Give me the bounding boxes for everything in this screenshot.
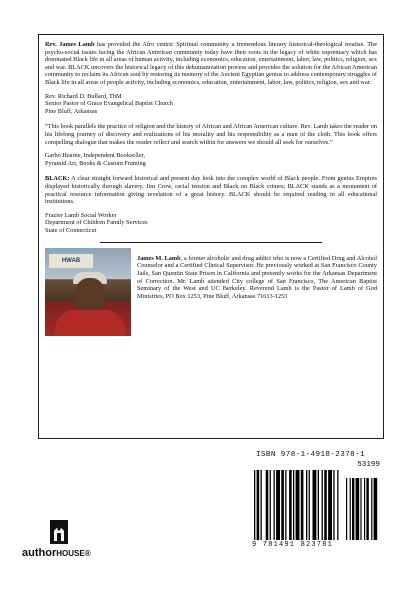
attribution-line: Frazier Lamb Social Worker	[45, 211, 117, 219]
attribution-line: Rev. Richard D. Bullard, ThM	[45, 92, 122, 100]
barcode-bars	[254, 470, 380, 540]
review-frazier-lead: BLACK:	[45, 175, 70, 183]
author-name: James M. Lamb	[137, 254, 181, 262]
review-frazier-text: BLACK: A clear straight forward historical and present day look into the complex world of Black people. From genius Empires displayed historically through slavery, Jim Crow, racial tension and Black on Black crimes; BLACK stands as a monument of practical resource information giving revelation of a great history. BLACK should be required reading in all educational institutions.	[45, 175, 377, 206]
price-code: 53199	[357, 461, 380, 469]
attribution-line: Pine Bluff, Arkansas	[45, 107, 98, 115]
attribution-line: Senior Pastor of Grace Evangelical Baptist Church	[45, 100, 174, 108]
section-divider	[100, 242, 322, 243]
barcode-digits: 9 781491 823781	[252, 541, 334, 549]
review-bullard-text: Rev. James Lamb has provided the Afro centric Spiritual community a tremendous literary historical-theological treatise. The psycho-social issues facing the African American community today have their roots in the legacy of white supremacy which has dominated Black life in all areas of human activity, including economics, education, entertainment, labor, law, politics, religion, sex and war. BLACK uncovers the historical legacy of this dehumanization process and provides the solution for the African American community to reclaim its African soul by restoring its memory of the Ancient Egyptian genius to address contemporary struggles of Black life in all areas of people activity, including economics, education, entertainment, labor, law, politics, religion, sex and war.	[45, 41, 377, 86]
isbn-label: ISBN 978-1-4918-2378-1	[256, 451, 366, 459]
publisher-name: authorHOUSE®	[22, 547, 91, 559]
attribution-line: State of Connecticut	[45, 226, 97, 234]
attribution-line: Garbo Hearne, Independent Bookseller,	[45, 152, 145, 160]
photo-sign: HWAB	[49, 254, 93, 268]
review-bullard-lead: Rev. James Lamb	[45, 41, 95, 48]
attribution-line: Department of Children Family Services	[45, 219, 148, 227]
review-hearne	[45, 123, 377, 167]
attribution-line: Pyramid Art, Books & Custom Framing	[45, 159, 146, 167]
author-photo	[45, 248, 131, 336]
back-cover-text-frame	[38, 34, 384, 439]
publisher-logo	[22, 519, 122, 567]
review-bullard	[45, 41, 377, 115]
isbn-barcode	[250, 451, 384, 559]
publisher-mark-icon	[46, 519, 72, 545]
review-hearne-text: “This book parallels the practice of religion and the history of African and African American culture. Rev. Lamb takes the reader on his lifelong journey of discovery and realizations of his morality and his responsibility as a man of the cloth. This book offers compelling dialogue that makes the reader reflect and search within for answers we should all seek for ourselves.”	[45, 123, 377, 146]
review-frazier	[45, 175, 377, 234]
author-bio-section	[45, 248, 377, 336]
author-bio-text: James M. Lamb, a former alcoholic and drug addict who is now a Certified Drug and Alcohol Counselor and a Certified Clinical Supervisor. He previously worked at San Francisco County Jails, San Quentin State Prison in California and presently works for the Arkansas Department of Correction. Mr. Lamb attended City college of San Francisco, The American Baptist Seminary of the West and UC Berkeley. Reverend Lamb is the Pastor of Lamb of God Ministries, PO Box 1253, Pine Bluff, Arkansas 71613-1253	[137, 254, 377, 300]
